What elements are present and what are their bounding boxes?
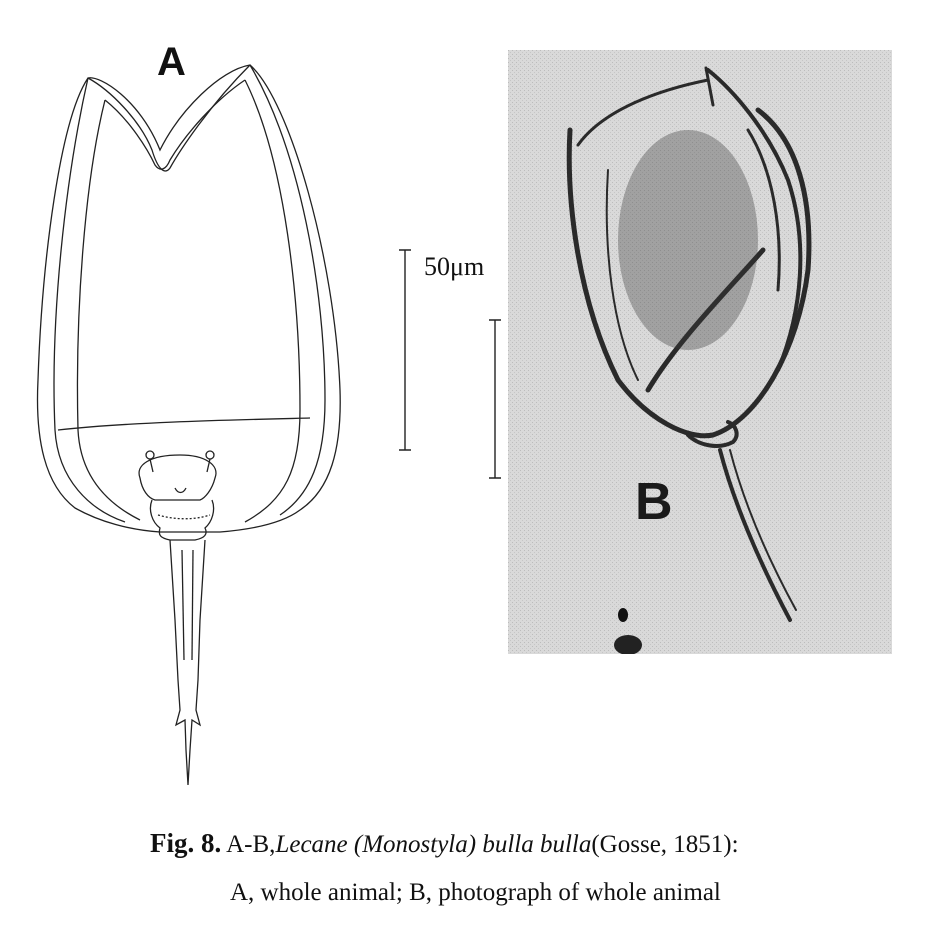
species-name: Lecane (Monostyla) bulla bulla (275, 831, 592, 858)
caption-line-1 (150, 828, 739, 859)
scale-bar-b (489, 320, 501, 478)
scale-bar-a (399, 250, 411, 450)
head-notch (88, 65, 250, 171)
figure-number: Fig. 8. (150, 828, 222, 858)
foot-base (150, 500, 213, 540)
panel-b-label: B (635, 473, 673, 531)
photograph-panel (508, 50, 892, 654)
scale-label: 50μm (424, 252, 485, 281)
lorica-inner-left (77, 100, 140, 520)
toe (170, 540, 205, 785)
transverse-line (58, 418, 310, 430)
panel-a-label: A (157, 40, 186, 84)
lorica-inner-right (245, 80, 300, 522)
caption-line-2: A, whole animal; B, photograph of whole animal (230, 879, 721, 906)
photograph (508, 50, 892, 654)
whole-animal-drawing (30, 60, 360, 800)
caption-part: A-B, (226, 831, 276, 858)
species-authority: (Gosse, 1851): (591, 831, 739, 858)
lorica-right-edge (250, 65, 325, 515)
